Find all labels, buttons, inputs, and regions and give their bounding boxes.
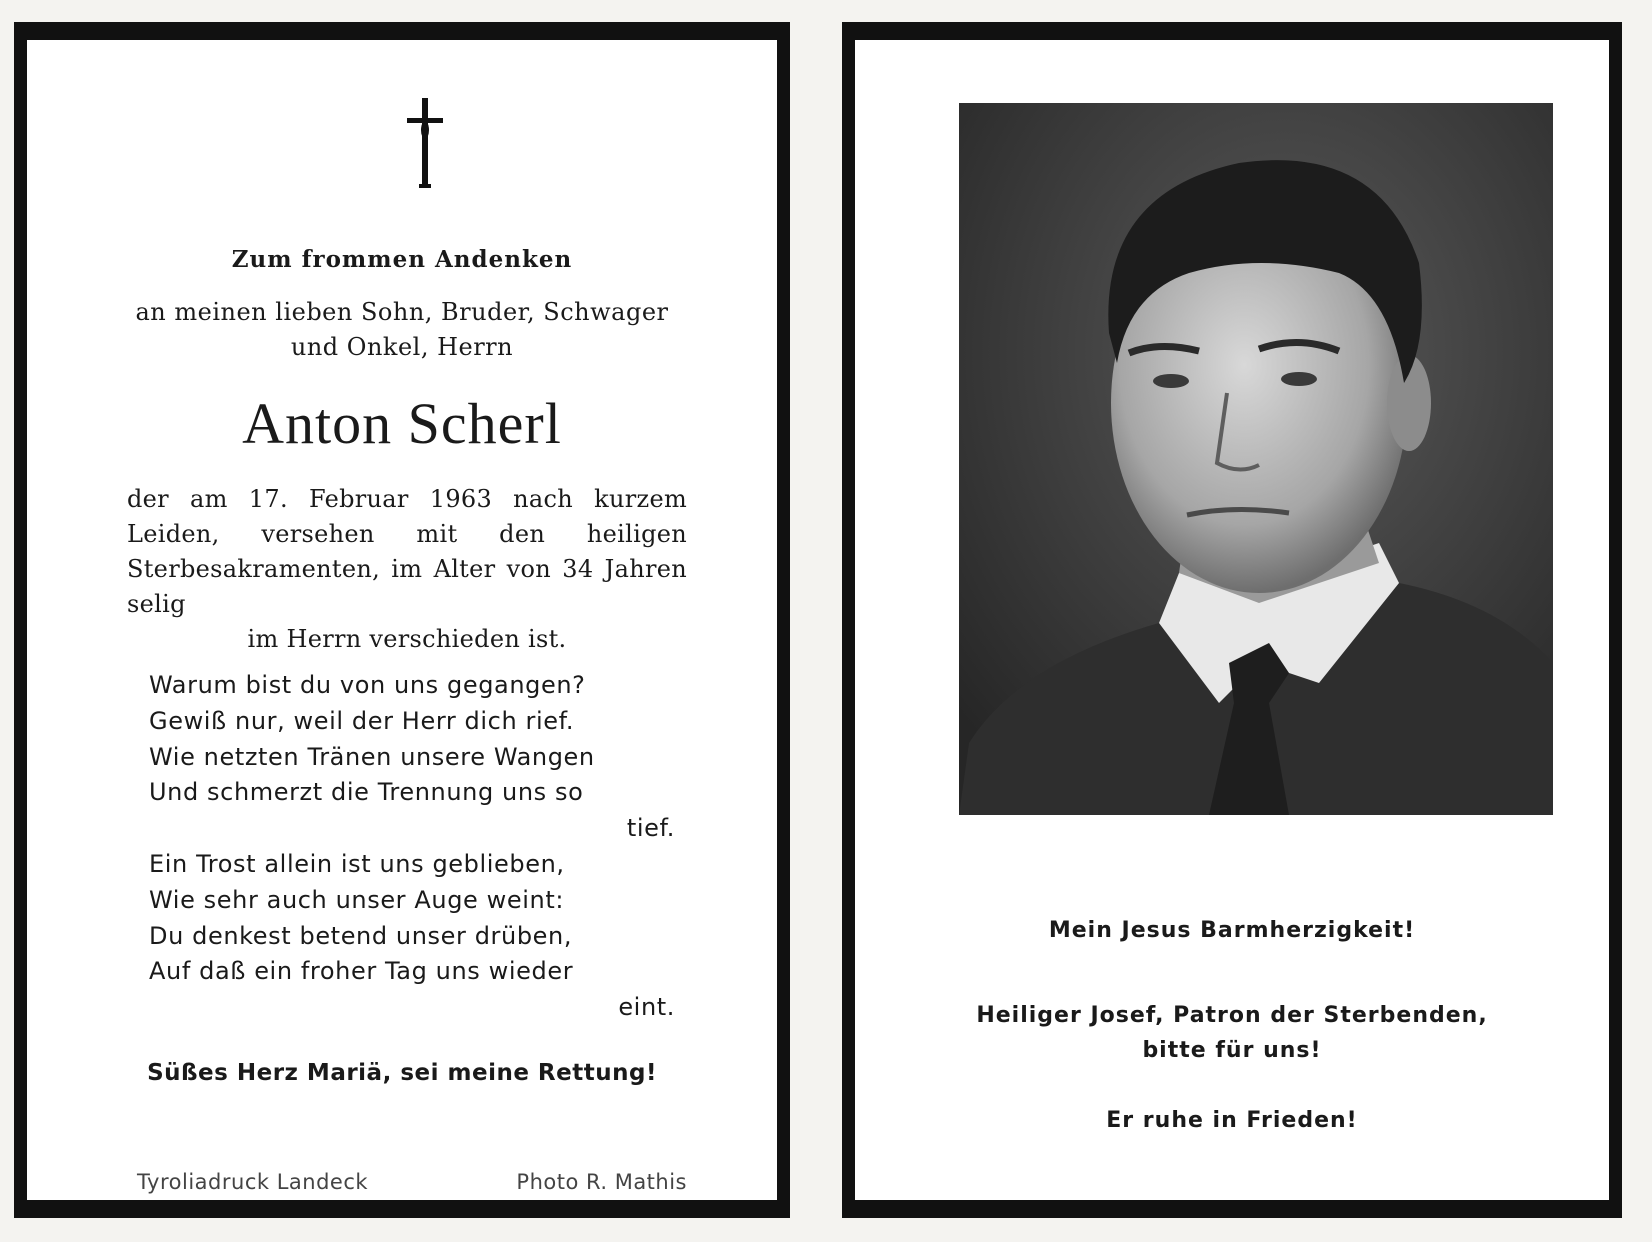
dedication — [27, 295, 777, 365]
poem-line: Wie sehr auch unser Auge weint: — [149, 885, 565, 914]
poem-line: Auf daß ein froher Tag uns wieder — [149, 957, 574, 986]
poem-line: tief. — [626, 814, 675, 843]
rest-in-peace: Er ruhe in Frieden! — [1106, 1108, 1358, 1133]
poem-line: Warum bist du von uns gegangen? — [149, 671, 586, 699]
dedication-line-1: an meinen lieben Sohn, Bruder, Schwager — [135, 298, 669, 326]
poem-line: Wie netzten Tränen unsere Wangen — [149, 742, 595, 771]
poem-line: eint. — [618, 993, 675, 1022]
crucifix-icon — [405, 98, 445, 188]
poem-line: Gewiß nur, weil der Herr dich rief. — [149, 706, 575, 735]
portrait-photo — [959, 103, 1553, 815]
left-card — [14, 22, 790, 1218]
deceased-name: Anton Scherl — [242, 391, 562, 456]
prayer-heart-of-mary: Süßes Herz Mariä, sei meine Rettung! — [147, 1060, 657, 1086]
invocation-josef-line-1: Heiliger Josef, Patron der Sterbenden, — [976, 1003, 1488, 1028]
portrait-image — [959, 103, 1553, 815]
death-notice-body: der am 17. Februar 1963 nach kurzem Leiden, versehen mit den heiligen Sterbesakramenten, im Alter von 34 Jahren selig — [127, 485, 687, 618]
invocation-jesus: Mein Jesus Barmherzigkeit! — [1048, 918, 1416, 943]
poem-line: Und schmerzt die Trennung uns so — [149, 778, 584, 807]
photographer-credit: Photo R. Mathis — [516, 1170, 687, 1194]
poem-line: Du denkest betend unser drüben, — [149, 921, 573, 950]
invocation-josef-line-2: bitte für uns! — [1142, 1038, 1322, 1063]
poem-line: Ein Trost allein ist uns geblieben, — [149, 849, 565, 878]
credits — [137, 1170, 687, 1194]
invocation-josef — [855, 998, 1609, 1068]
death-notice — [127, 482, 687, 657]
right-card — [842, 22, 1622, 1218]
death-notice-last-line: im Herrn verschieden ist. — [247, 625, 567, 653]
printer-credit: Tyroliadruck Landeck — [137, 1170, 369, 1194]
intro-heading: Zum frommen Andenken — [231, 246, 573, 273]
poem — [149, 668, 679, 1026]
dedication-line-2: und Onkel, Herrn — [290, 333, 514, 361]
